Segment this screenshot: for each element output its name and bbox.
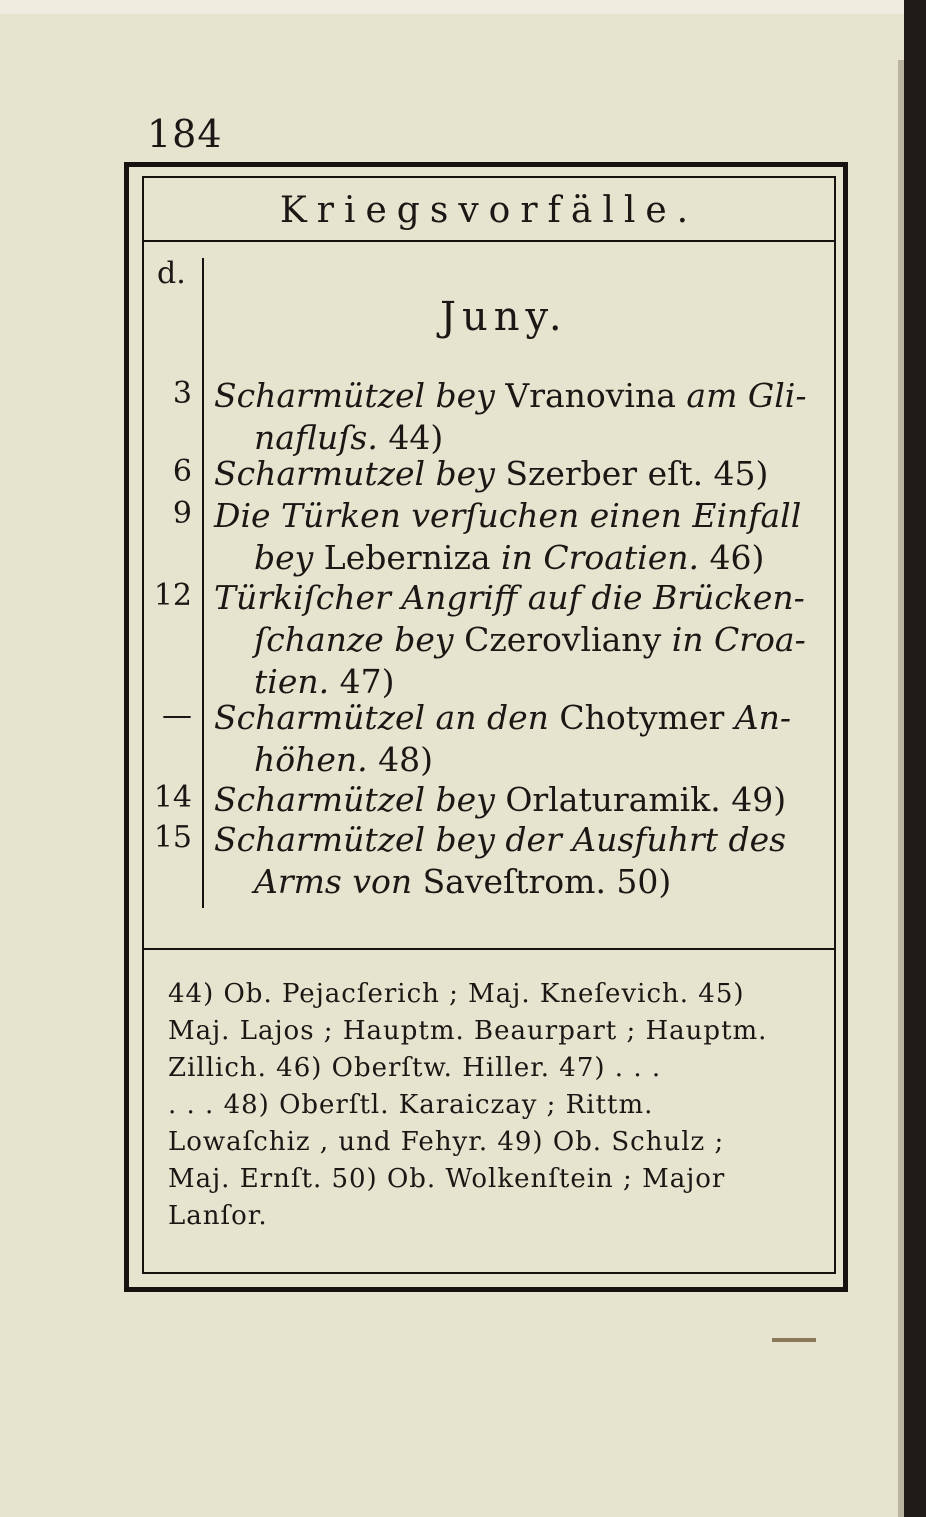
footnote-rule bbox=[142, 948, 836, 950]
entry-text bbox=[254, 740, 864, 779]
entry-day: — bbox=[162, 698, 192, 733]
entry-day: 14 bbox=[153, 780, 192, 815]
italic-segment: Türkiſcher Angriff auf die Brücken- bbox=[214, 578, 805, 617]
entry-line bbox=[150, 620, 830, 666]
roman-segment: Orlaturamik. 49) bbox=[505, 780, 787, 819]
italic-segment: Scharmützel bey bbox=[214, 780, 506, 819]
entry-text bbox=[214, 578, 824, 617]
italic-segment: Scharmützel bey bbox=[214, 376, 506, 415]
footnote-line: Zillich. 46) Oberſtw. Hiller. 47) . . . bbox=[168, 1053, 662, 1083]
italic-segment: am Gli- bbox=[686, 376, 807, 415]
entry-day: 12 bbox=[153, 578, 192, 613]
entry-line bbox=[150, 376, 830, 422]
month-title: Juny. bbox=[440, 294, 568, 340]
italic-segment: Arms von bbox=[254, 862, 423, 901]
footnote-line: . . . 48) Oberſtl. Karaiczay ; Rittm. bbox=[168, 1090, 654, 1120]
entry-line bbox=[150, 862, 830, 908]
italic-segment: Scharmützel bey der Ausfuhrt des bbox=[214, 820, 787, 859]
roman-segment: Saveſtrom. 50) bbox=[422, 862, 672, 901]
entry-text bbox=[214, 376, 824, 415]
entry-day: 6 bbox=[172, 454, 192, 489]
roman-segment: 47) bbox=[339, 662, 395, 701]
italic-segment: An- bbox=[734, 698, 791, 737]
entry-text bbox=[214, 698, 824, 737]
italic-segment: ſchanze bey bbox=[254, 620, 465, 659]
roman-segment: Leberniza bbox=[323, 538, 502, 577]
entry-day: 9 bbox=[172, 496, 192, 531]
italic-segment: Scharmutzel bey bbox=[214, 454, 506, 493]
entry-text bbox=[214, 820, 824, 859]
footnote-line: 44) Ob. Pejacſerich ; Maj. Kneſevich. 45) bbox=[168, 979, 745, 1009]
entry-line bbox=[150, 820, 830, 866]
italic-segment: nafluſs. bbox=[254, 418, 389, 457]
ink-smudge bbox=[772, 1338, 816, 1342]
day-column-header: d. bbox=[157, 256, 186, 291]
book-spine-edge bbox=[904, 0, 926, 1517]
footnotes-block bbox=[168, 976, 830, 1235]
footnote-line: Maj. Ernſt. 50) Ob. Wolkenſtein ; Major bbox=[168, 1164, 726, 1194]
footnote-line: Maj. Lajos ; Hauptm. Beaurpart ; Hauptm. bbox=[168, 1016, 768, 1046]
roman-segment: Szerber eſt. 45) bbox=[505, 454, 769, 493]
entry-line bbox=[150, 454, 830, 500]
roman-segment: 48) bbox=[378, 740, 434, 779]
entry-line bbox=[150, 496, 830, 542]
page-top-edge bbox=[0, 0, 926, 14]
entry-line bbox=[150, 698, 830, 744]
italic-segment: Die Türken verſuchen einen Einfall bbox=[214, 496, 802, 535]
roman-segment: 46) bbox=[709, 538, 765, 577]
heading-rule bbox=[142, 240, 836, 242]
page-number: 184 bbox=[147, 112, 223, 156]
entry-day: 3 bbox=[172, 376, 192, 411]
entry-text bbox=[254, 862, 864, 901]
italic-segment: Scharmützel an den bbox=[214, 698, 560, 737]
entry-text bbox=[254, 538, 864, 577]
entry-text bbox=[254, 620, 864, 659]
entry-text bbox=[254, 418, 864, 457]
italic-segment: in Croa- bbox=[671, 620, 806, 659]
entry-text bbox=[214, 496, 824, 535]
roman-segment: Chotymer bbox=[559, 698, 735, 737]
roman-segment: Vranovina bbox=[505, 376, 687, 415]
italic-segment: in Croatien. bbox=[501, 538, 710, 577]
roman-segment: Czerovliany bbox=[464, 620, 672, 659]
entry-day: 15 bbox=[153, 820, 192, 855]
roman-segment: 44) bbox=[388, 418, 444, 457]
entry-text bbox=[214, 454, 824, 493]
footnote-line: Lowaſchiz , und Fehyr. 49) Ob. Schulz ; bbox=[168, 1127, 725, 1157]
italic-segment: bey bbox=[254, 538, 324, 577]
entry-text bbox=[254, 662, 864, 701]
italic-segment: höhen. bbox=[254, 740, 379, 779]
footnote-line: Lanſor. bbox=[168, 1201, 268, 1231]
italic-segment: tien. bbox=[254, 662, 340, 701]
entry-text bbox=[214, 780, 824, 819]
entry-line bbox=[150, 578, 830, 624]
running-heading: Kriegsvorfälle. bbox=[279, 190, 699, 231]
